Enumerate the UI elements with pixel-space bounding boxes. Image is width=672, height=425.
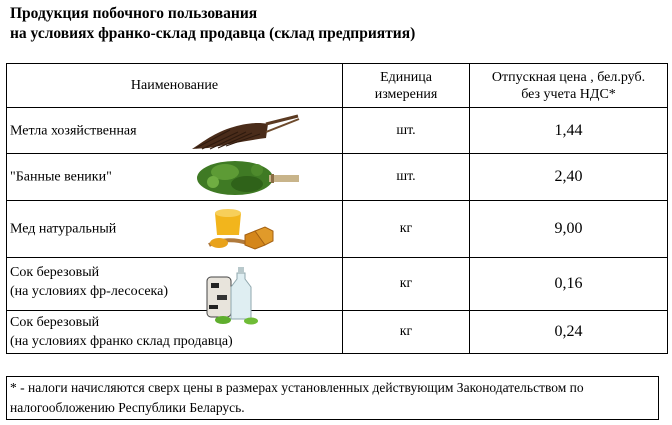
row-name-cell — [7, 154, 343, 201]
row-name: Сок березовый (на условиях франко склад продавца) — [10, 315, 233, 349]
page-title — [10, 4, 415, 44]
broom-picture — [190, 112, 302, 150]
footnote — [6, 376, 659, 420]
row-unit: кг — [343, 201, 470, 258]
row-price: 2,40 — [470, 154, 668, 201]
row-name-cell — [7, 311, 343, 354]
footnote-line-2: налогообложению Республики Беларусь. — [10, 400, 245, 415]
title-line-2: на условиях франко-склад продавца (склад предприятия) — [10, 25, 416, 42]
table-row — [7, 108, 668, 154]
row-name-cell — [7, 258, 343, 311]
price-table — [6, 63, 668, 354]
table-row — [7, 201, 668, 258]
row-price: 0,24 — [470, 311, 668, 354]
row-name: Метла хозяйственная — [10, 123, 137, 138]
bath-broom-picture — [195, 158, 301, 198]
honey-picture — [207, 205, 277, 253]
row-name: Мед натуральный — [10, 221, 117, 237]
table-header-row — [7, 64, 668, 108]
title-line-1: Продукция побочного пользования — [10, 5, 258, 22]
table-row — [7, 154, 668, 201]
row-name: "Банные веники" — [10, 169, 112, 185]
row-unit: кг — [343, 258, 470, 311]
footnote-line-1: * - налоги начисляются сверх цены в размерах установленных действующим Законодательством по — [10, 380, 584, 395]
row-name-cell — [7, 108, 343, 154]
row-unit: шт. — [343, 154, 470, 201]
table-row — [7, 311, 668, 354]
row-name-cell — [7, 201, 343, 258]
row-price: 9,00 — [470, 201, 668, 258]
row-price: 1,44 — [470, 108, 668, 154]
header-unit: Единица измерения — [343, 64, 470, 108]
header-price: Отпускная цена , бел.руб. без учета НДС* — [470, 64, 668, 108]
header-name: Наименование — [7, 64, 343, 108]
row-unit: шт. — [343, 108, 470, 154]
table-row — [7, 258, 668, 311]
row-price: 0,16 — [470, 258, 668, 311]
row-unit: кг — [343, 311, 470, 354]
row-name: Сок березовый (на условиях фр-лесосека) — [10, 265, 169, 299]
